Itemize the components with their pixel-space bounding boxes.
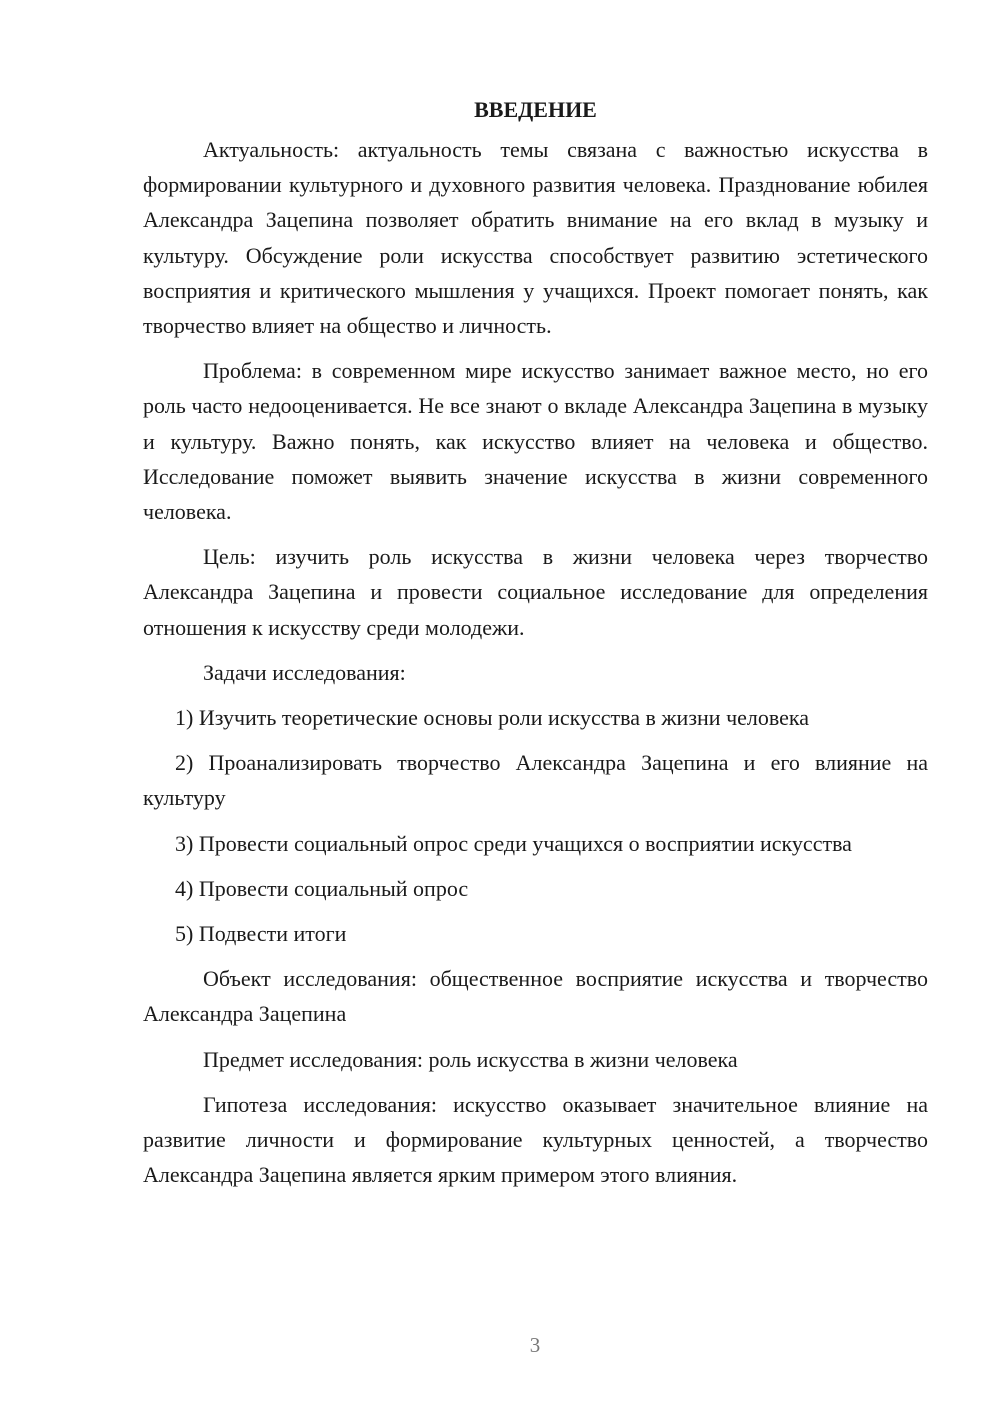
subject-paragraph: Предмет исследования: роль искусства в жизни человека (203, 1046, 738, 1072)
hypothesis-paragraph: Гипотеза исследования: искусство оказывает значительное влияние на развитие личности и формирование культурных ценностей, а творчество Александра Зацепина является ярким примером этого влияния. (143, 1091, 928, 1188)
task-item-1: 1) Изучить теоретические основы роли искусства в жизни человека (175, 705, 810, 731)
section-title: ВВЕДЕНИЕ (474, 97, 597, 122)
problem-paragraph: Проблема: в современном мире искусство занимает важное место, но его роль часто недооценивается. Не все знают о вкладе Александра Зацепина в музыку и культуру. Важно понять, как искусство влияет на человека и общество. Исследование поможет выявить значение искусства в жизни современного человека. (143, 358, 928, 525)
page-number: 3 (529, 1333, 541, 1357)
object-paragraph: Объект исследования: общественное восприятие искусства и творчество Александра Зацепина (143, 966, 928, 1027)
task-item-3: 3) Провести социальный опрос среди учащихся о восприятии искусства (175, 830, 852, 856)
task-item-4: 4) Провести социальный опрос (175, 875, 469, 901)
document-page (143, 95, 928, 1202)
relevance-paragraph: Актуальность: актуальность темы связана с важностью искусства в формировании культурного и духовного развития человека. Празднование юбилея Александра Зацепина позволяет обратить внимание на его вклад в музыку и культуру. Обсуждение роли искусства способствует развитию эстетического восприятия и критического мышления у учащихся. Проект помогает понять, как творчество влияет на общество и личность. (143, 137, 928, 339)
tasks-heading: Задачи исследования: (203, 659, 406, 685)
task-item-5: 5) Подвести итоги (175, 921, 347, 947)
task-item-2: 2) Проанализировать творчество Александра Зацепина и его влияние на культуру (143, 750, 928, 811)
goal-paragraph: Цель: изучить роль искусства в жизни человека через творчество Александра Зацепина и провести социальное исследование для определения отношения к искусству среди молодежи. (143, 544, 928, 640)
